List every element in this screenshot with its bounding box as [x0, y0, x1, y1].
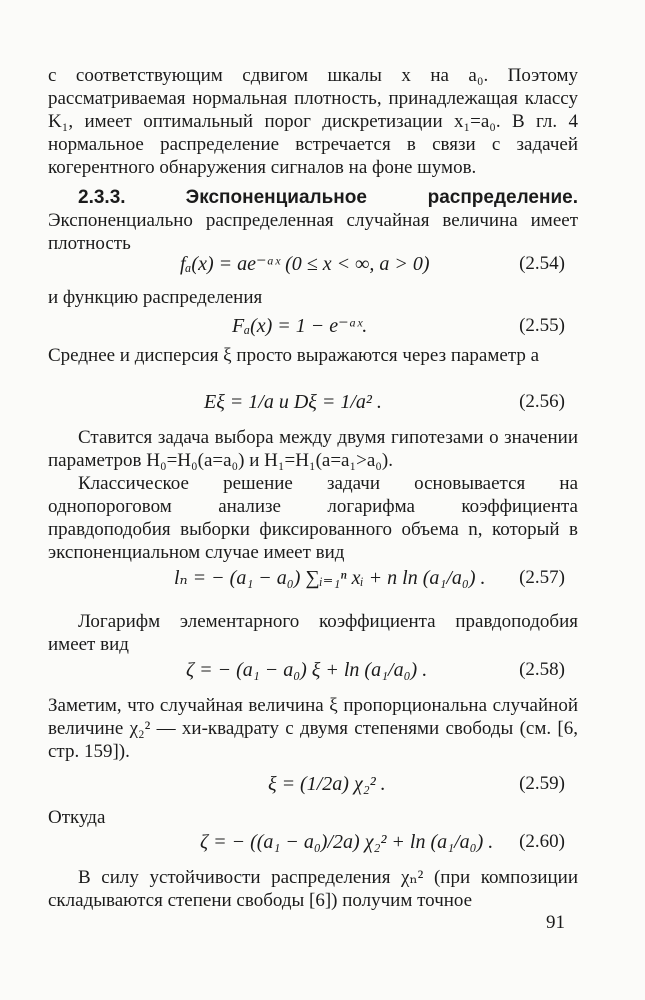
section-2-3-3 — [48, 186, 578, 255]
equation-formula: ζ = − ((a₁ − a₀)/2a) χ₂² + ln (a₁/a₀) . — [200, 831, 494, 853]
paragraph-7 — [48, 694, 578, 763]
equation-formula: fₐ(x) = ae⁻ᵃˣ (0 ≤ x < ∞, a > 0) — [180, 253, 430, 275]
section-title: Экспоненциальное распределение. — [185, 187, 578, 208]
equation-formula: ζ = − (a₁ − a₀) ξ + ln (a₁/a₀) . — [186, 659, 428, 681]
equation-number: (2.59) — [519, 773, 565, 794]
paragraph-text: Среднее и дисперсия ξ просто выражаются через параметр a — [48, 345, 540, 366]
section-number: 2.3.3. — [78, 187, 126, 208]
section-paragraph — [48, 186, 578, 255]
paragraph-text: Откуда — [48, 807, 106, 828]
equation-2-59 — [0, 768, 645, 802]
paragraph-9 — [48, 866, 578, 912]
section-text: Экспоненциально распределенная случайная величина имеет плотность — [48, 210, 578, 254]
equation-formula: ξ = (1/2a) χ₂² . — [268, 773, 386, 795]
equation-number: (2.55) — [519, 315, 565, 336]
equation-2-60 — [0, 826, 645, 860]
paragraph-intro — [48, 64, 578, 179]
equation-2-56 — [0, 386, 645, 420]
paragraph-3 — [48, 344, 578, 367]
page-number: 91 — [546, 912, 565, 933]
paragraph-5 — [48, 472, 578, 564]
equation-number: (2.56) — [519, 391, 565, 412]
paragraph-text: Логарифм элементарного коэффициента правдоподобия имеет вид — [48, 611, 578, 655]
equation-number: (2.54) — [519, 253, 565, 274]
paragraph-4 — [48, 426, 578, 472]
paragraph-2 — [48, 286, 578, 309]
equation-number: (2.58) — [519, 659, 565, 680]
equation-number: (2.60) — [519, 831, 565, 852]
paragraph-6 — [48, 610, 578, 656]
equation-2-54 — [0, 248, 645, 282]
paragraph-text: Заметим, что случайная величина ξ пропорциональна случайной величине χ₂² — хи-квадрату с двумя степенями свободы (см. [6, стр. 159]). — [48, 695, 578, 762]
paragraph-text: с соответствующим сдвигом шкалы x на a₀. Поэтому рассматриваемая нормальная плотность, принадлежащая классу K₁, имеет оптимальный порог дискретизации x₁=a₀. В гл. 4 нормальное распределение встречается в связи с задачей когерентного обнаружения сигналов на фоне шумов. — [48, 65, 578, 178]
paragraph-text: и функцию распределения — [48, 287, 263, 308]
equation-2-57 — [0, 562, 645, 596]
paragraph-text: Ставится задача выбора между двумя гипотезами о значении параметров H₀=H₀(a=a₀) и H₁=H₁(a=a₁>a₀). — [48, 427, 578, 471]
equation-2-55 — [0, 310, 645, 344]
paragraph-text: В силу устойчивости распределения χₙ² (при композиции складываются степени свободы [6]) получим точное — [48, 867, 578, 911]
equation-formula: lₙ = − (a₁ − a₀) ∑ᵢ₌₁ⁿ xᵢ + n ln (a₁/a₀) . — [174, 567, 486, 589]
paragraph-text: Классическое решение задачи основывается на однопороговом анализе логарифма коэффициента правдоподобия выборки фиксированного объема n, который в экспоненциальном случае имеет вид — [48, 473, 578, 563]
equation-formula: Eξ = 1/a и Dξ = 1/a² . — [204, 391, 382, 413]
equation-formula: Fₐ(x) = 1 − e⁻ᵃˣ. — [232, 315, 368, 337]
equation-2-58 — [0, 654, 645, 688]
equation-number: (2.57) — [519, 567, 565, 588]
